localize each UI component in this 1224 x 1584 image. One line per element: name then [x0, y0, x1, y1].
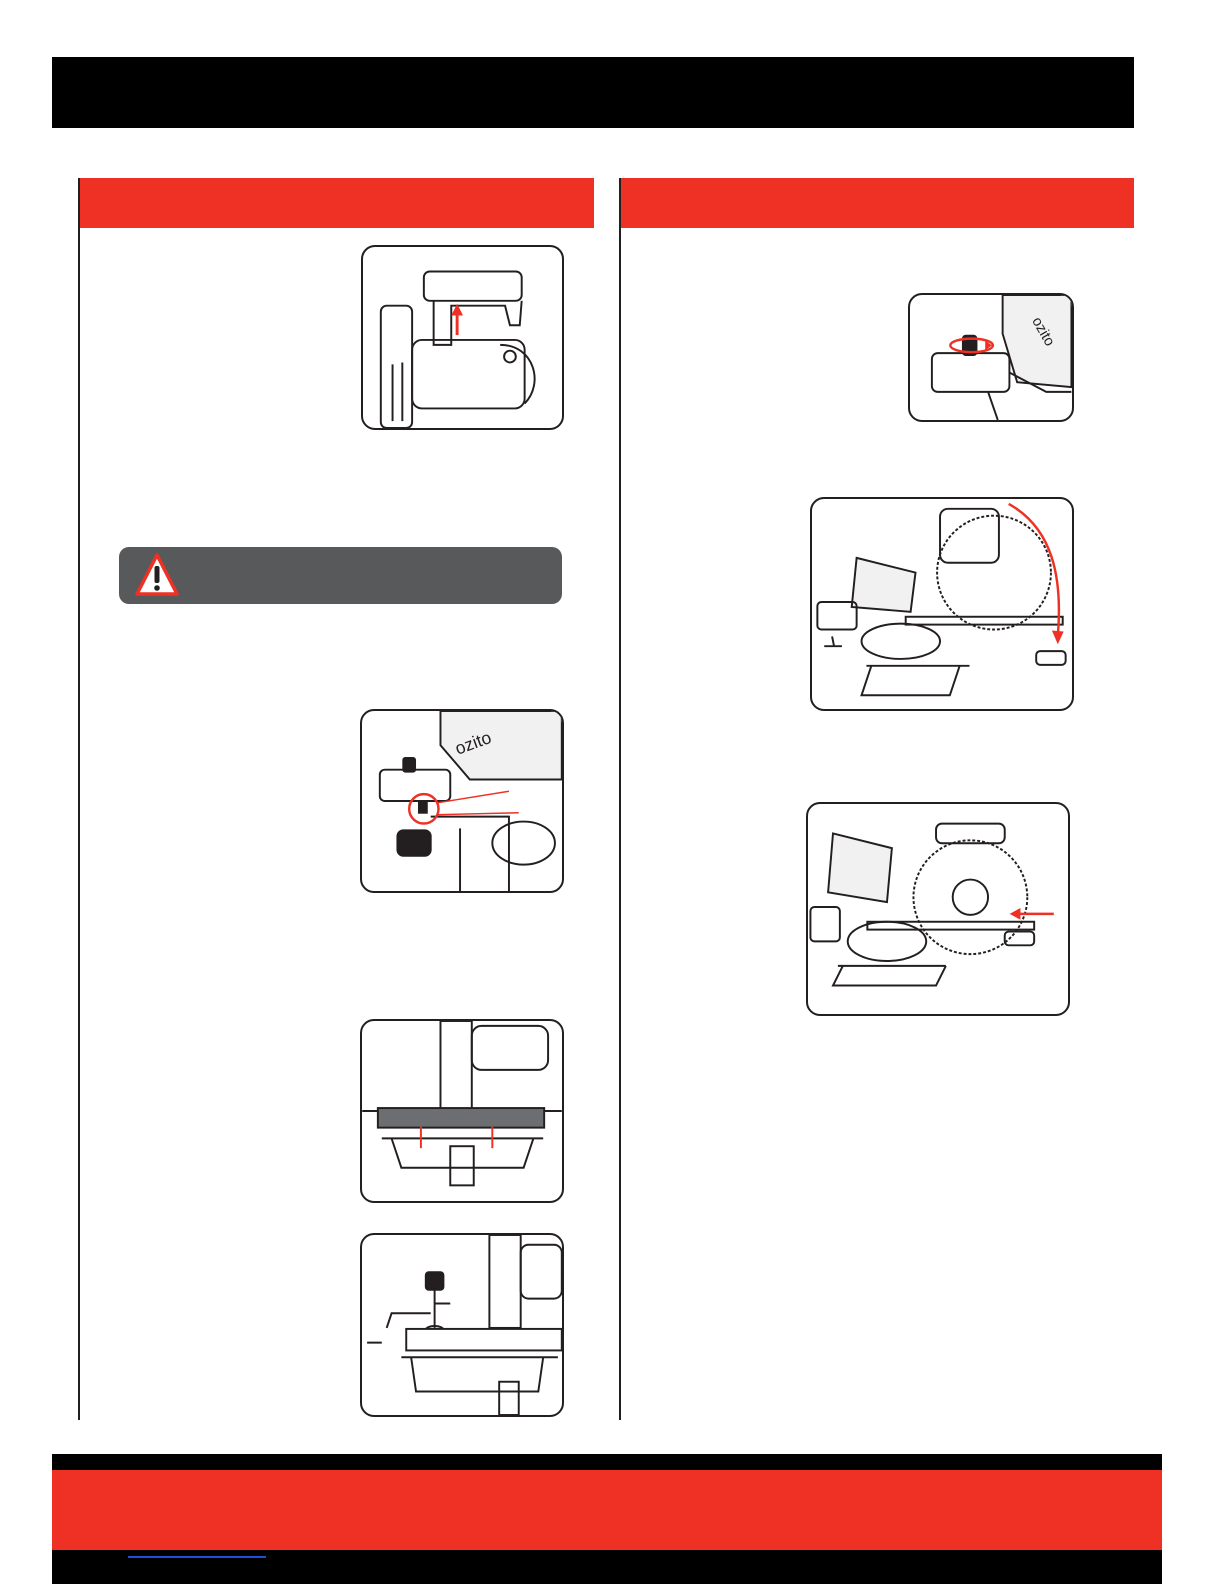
logo-ozito: ozito [452, 727, 495, 759]
left-column-rule [78, 178, 80, 1420]
saw-lower-figure [810, 497, 1074, 711]
workpiece-fence-figure [360, 1019, 564, 1203]
saw-side-figure [806, 802, 1070, 1016]
footer-black-strip [52, 1454, 1162, 1470]
warning-triangle-icon [135, 552, 179, 598]
right-section-header [621, 178, 1134, 228]
warning-bar [119, 547, 562, 604]
lock-pin-figure [360, 709, 564, 893]
vertical-clamp-figure [360, 1233, 564, 1417]
right-column-rule [619, 178, 621, 1420]
page-header-bar [52, 57, 1134, 128]
handle-lift-figure [361, 245, 564, 430]
logo-ozito-2: ozito [1028, 314, 1058, 350]
left-section-header [80, 178, 594, 228]
knob-turn-figure [908, 293, 1074, 422]
footer-link-underline[interactable] [128, 1556, 266, 1558]
footer-red-band [52, 1470, 1162, 1550]
